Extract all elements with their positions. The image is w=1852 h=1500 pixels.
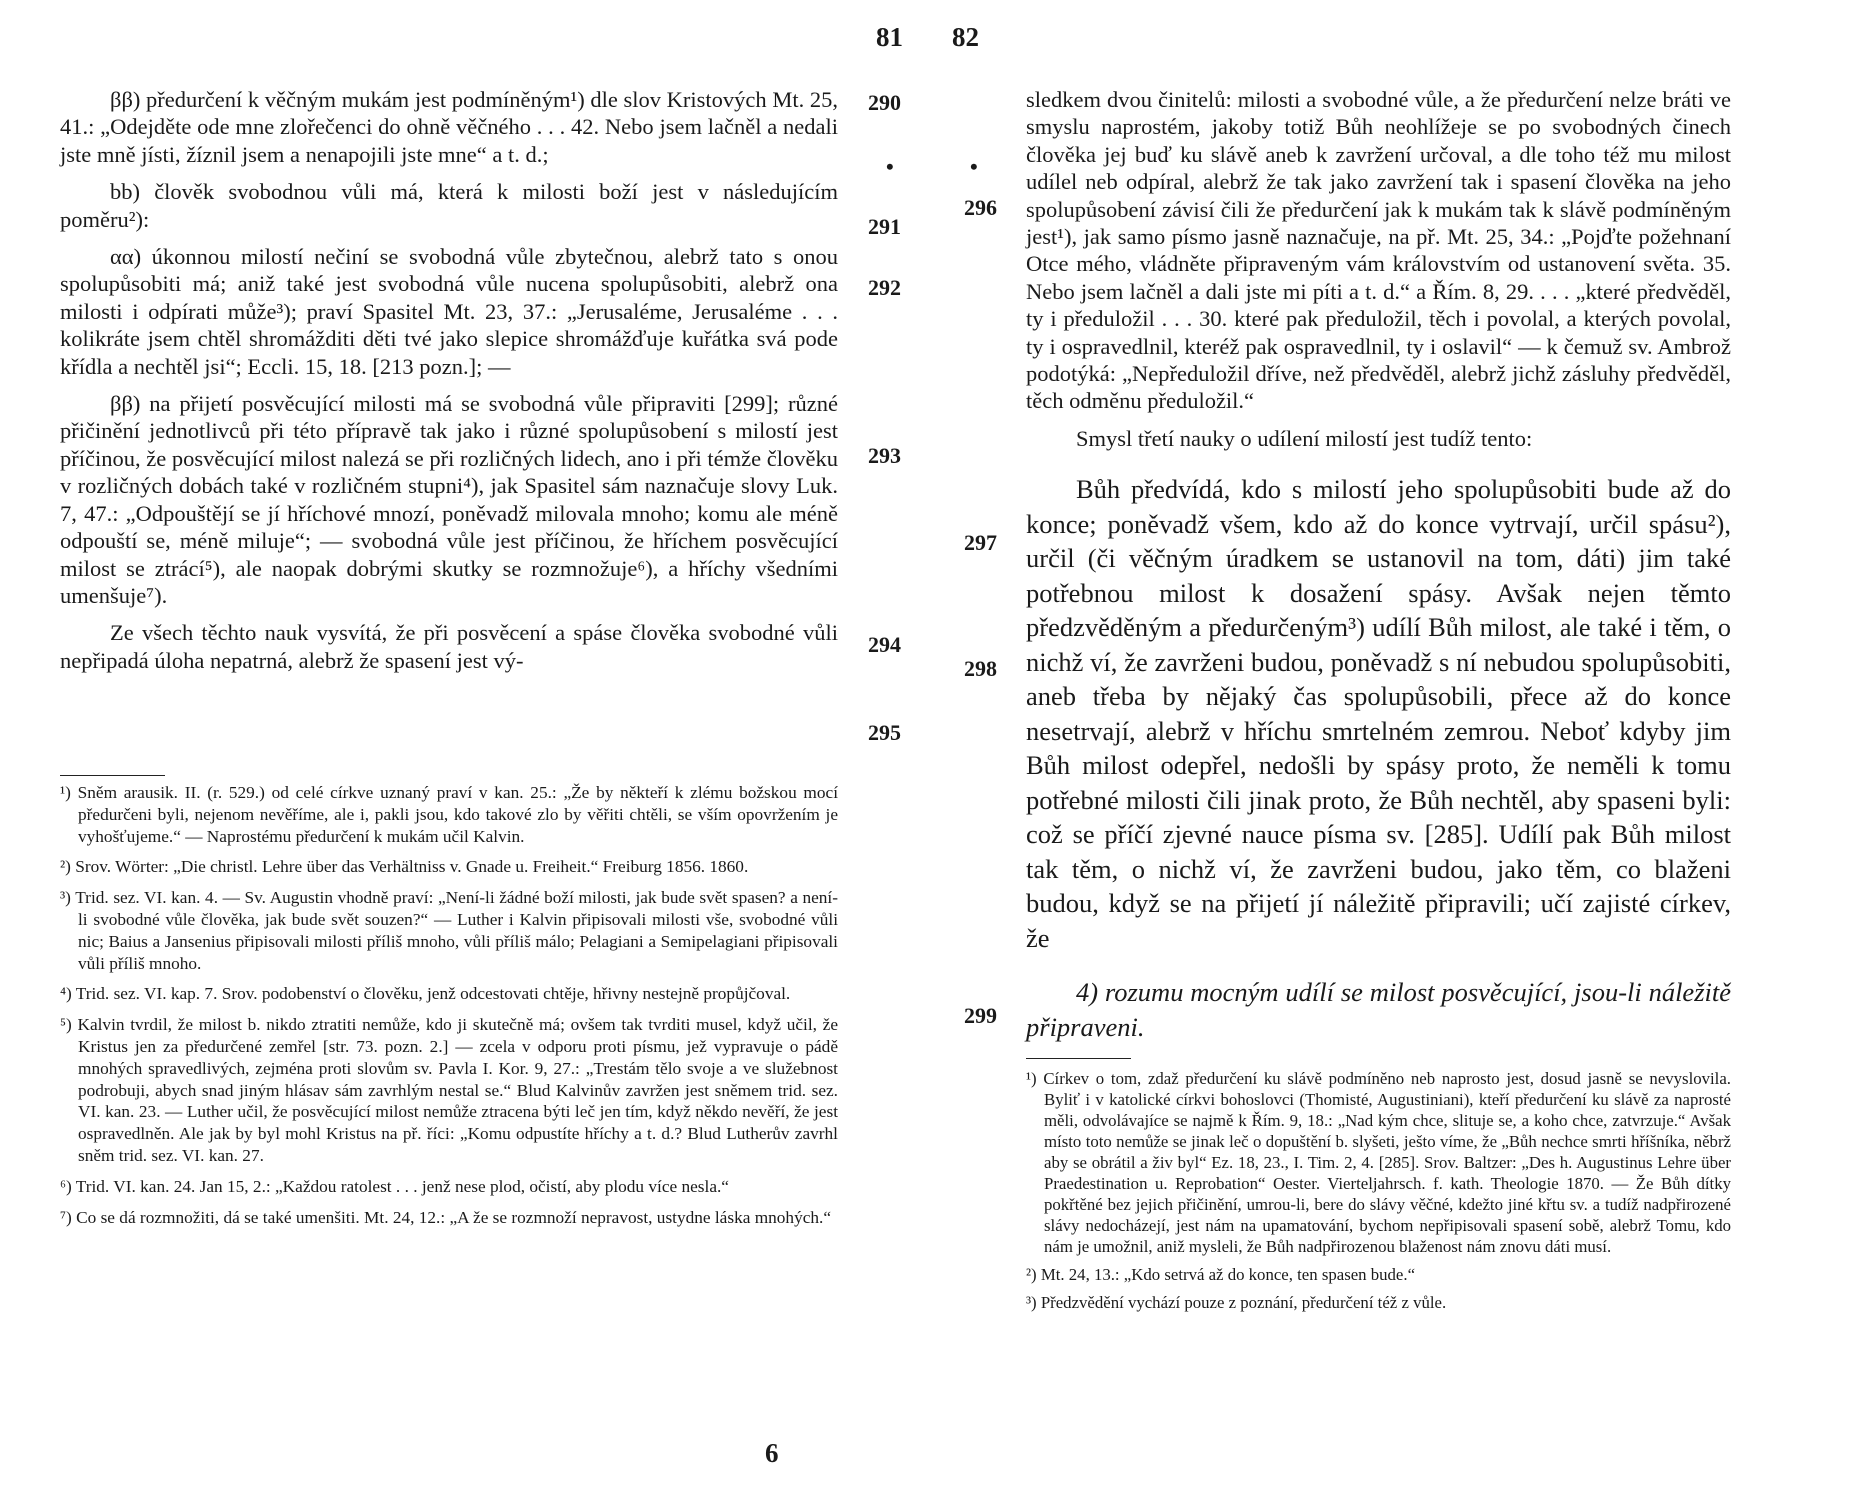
margin-number: 298 [964,656,997,681]
main-text-column [60,86,838,674]
paragraph: sledkem dvou činitelů: milosti a svobodné vůle, a že předurčení nelze bráti ve smyslu naprostém, jakoby totiž Bůh neohlížeje se po svobodných činech člověka jej buď ku slávě aneb k zavržení určoval, a dle toho též mu milost udílel neb odpíral, alebrž že tak jako zavržení tak i spasení člověka na jeho spolupůsobení závisí čili že předurčení jak k mukám tak k slávě podmíněným jest¹), jak samo písmo jasně naznačuje, na př. Mt. 25, 34.: „Pojďte požehnaní Otce mého, vládněte připraveným vám královstvím od ustanovení světa. 35. Nebo jsem lačněl a dali jste mi píti a t. d.“ a Řím. 8, 29. . . . „které předvěděl, ty i předuložil . . . 30. které pak předuložil, těch i povolal, a kterých povolal, ty i ospravedlnil, kteréž pak ospravedlnil, ty i oslavil“ — k čemuž sv. Ambrož podotýká: „Nepředuložil dříve, než předvěděl, alebrž jichž zásluhy předvěděl, těch odměnu předuložil.“ [1026,87,1731,414]
footnote: ³) Předzvědění vychází pouze z poznání, předurčení též z vůle. [1026,1293,1447,1312]
right-page [926,0,1852,1500]
footnote: ²) Srov. Wörter: „Die christl. Lehre über das Verhältniss v. Gnade u. Freiheit.“ Freiburg 1856. 1860. [60,857,749,877]
footnote: ⁶) Trid. VI. kan. 24. Jan 15, 2.: „Každou ratolest . . . jenž nese plod, očistí, aby plodu více nesla.“ [60,1176,729,1196]
footnote: ³) Trid. sez. VI. kan. 4. — Sv. Augustin vhodně praví: „Není-li žádné boží milosti, jak bude svět spasen? a není-li svobodné vůle člověka, jak bude svět souzen?“ — Luther i Kalvin připisovali milosti vše, svobodné vůli nic; Baius a Jansenius připisovali milosti příliš mnoho, vůli příliš málo; Pelagiani a Semipelagiani připisovali vůli příliš mnoho. [60,888,838,973]
margin-number: 297 [964,530,997,555]
signature-mark: 6 [765,1438,779,1468]
paragraph: bb) člověk svobodnou vůli má, která k milosti boží jest v následujícím poměru²): [60,179,838,232]
paragraph: Smysl třetí nauky o udílení milostí jest tudíž tento: [1076,425,1533,451]
footnote: ¹) Církev o tom, zdaž předurčení ku slávě podmíněno neb naprosto jest, dosud jasně se nevyslovila. Byliť i v katolické církvi bohoslovci (Thomisté, Augustiniani), kteří předurčení ku slávě za naprosté měli, odvolávajíce se najmě k Řím. 9, 18.: „Nad kým chce, slituje se, a koho chce, zatvrzuje.“ Avšak místo toto nemůže se jinak leč o dopuštění b. slyšeti, ješto víme, že „Bůh nechce smrti hříšníka, něbrž aby se obrátil a živ byl“ Ez. 18, 23., I. Tim. 2, 4. [285]. Srov. Baltzer: „Des h. Augustinus Lehre über Praedestination u. Reprobation“ Oester. Vierteljahrsch. f. kath. Theologie 1870. — Že Bůh dítky pokřtěné bez jejich přičinění, umrou-li, bere do slávy věčné, kdežto jiné křtu sv. a tudíž nadpřirozené slávy nedocházejí, jest nám na upamatování, bychom nepřipisovali spasení sobě, alebrž Tomu, kdo nám je umožnil, aniž mysleli, že Bůh nadpřirozenou blaženost nám znovu dáti musí. [1026,1069,1731,1256]
footnote: ⁵) Kalvin tvrdil, že milost b. nikdo ztratiti nemůže, kdo ji skutečně má; ovšem tak tvrditi musel, když učil, že Kristus jen za předurčené zemřel [str. 73. pozn. 2.] — zcela v odporu proti písmu, jež vypravuje o pádě mnohých spravedlivých, zejména proti slovům sv. Pavla I. Kor. 9, 27.: „Trestám tělo svoje a ve služebnost podrobuji, abych snad jiným hlásav sám zavrhlým nestal se.“ Blud Kalvinův zavržen jest sněmem trid. sez. VI. kan. 23. — Luther učil, že posvěcující milost nemůže ztracena býti leč jen tím, když někdo nevěří, že jest ospravedlněn. Ale jak by byl mohl Kristus na př. říci: „Komu odpustíte hříchy a t. d.? Blud Lutherův zavrhl sněm trid. sez. VI. kan. 27. [60,1015,838,1165]
footnote-rule [60,775,165,776]
margin-dot: • [886,154,894,179]
footnote: ¹) Sněm arausik. II. (r. 529.) od celé církve uznaný praví v kan. 25.: „Že by někteří k zlému božskou mocí předurčeni byli, nejenom nevěříme, ale i, pakli jsou, kdo takové zlo by věřiti chtěli, se vším opovržením je vyhošťujeme.“ — Naprostému předurčení k mukám učil Kalvin. [60,783,838,846]
paragraph: αα) úkonnou milostí nečiní se svobodná vůle zbytečnou, alebrž tato s onou spolupůsobiti má; aniž také jest svobodná vůle nucena spolupůsobiti, alebrž ona milosti i odpírati může³); praví Spasitel Mt. 23, 37.: „Jerusaléme, Jerusaléme . . . kolikráte jsem chtěl shromážditi děti tvé jako slepice shromážďuje kuřátka svá pode křídla a nechtěl jsi“; Eccli. 15, 18. [213 pozn.]; — [60,244,838,379]
page-number: 82 [952,22,979,52]
margin-number: 291 [868,214,901,239]
paragraph: ββ) předurčení k věčným mukám jest podmíněným¹) dle slov Kristových Mt. 25, 41.: „Odejděte ode mne zlořečenci do ohně věčného . . . 42. Nebo jsem lačněl a nedali jste mně jísti, žíznil jsem a nenapojili jste mne“ a t. d.; [60,87,838,167]
footnote: ⁷) Co se dá rozmnožiti, dá se také umenšiti. Mt. 24, 12.: „A že se rozmnoží nepravost, ustydne láska mnohých.“ [60,1207,832,1227]
margin-number: 294 [868,632,901,657]
footnote: ⁴) Trid. sez. VI. kap. 7. Srov. podobenství o člověku, jenž odcestovati chtěje, hřivny nestejně propůjčoval. [60,984,791,1004]
footnote-rule [1026,1058,1131,1059]
main-text-column [1026,86,1731,1044]
margin-number: 296 [964,195,997,220]
page-number: 81 [876,22,903,52]
paragraph: ββ) na přijetí posvěcující milosti má se svobodná vůle připraviti [299]; různé přičinění jednotlivců při této přípravě tak jako i různé spolupůsobení s milostí jest příčinou, že posvěcující milost nalezá se při rozličných lidech, ano i při témže člověku v rozličných dobách také v rozličném stupni⁴), jak Spasitel sám naznačuje slovy Luk. 7, 47.: „Odpouštějí se jí hříchové mnozí, poněvadž milovala mnoho; komu ale méně odpouští se, méně miluje“; — svobodná vůle jest příčinou, že hříchem posvěcující milost se ztrácí⁵), ale naopak dobrými skutky se rozmnožuje⁶), a hříchy všedními umenšuje⁷). [60,391,838,608]
footnotes [60,782,838,1237]
margin-number: 299 [964,1003,997,1028]
margin-dot: • [970,154,978,179]
margin-number: 292 [868,275,901,300]
paragraph: Bůh předvídá, kdo s milostí jeho spolupůsobiti bude až do konce; poněvadž všem, kdo až do konce vytrvají, určil spásu²), určil (či věčným úradkem se ustanovil na tom, dáti) jim také potřebnou milost k dosažení spásy. Avšak nejen těmto předzvěděným a předurčeným³) udílí Bůh milost, ale také i těm, o nichž ví, že zavrženi budou, poněvadž s ní nebudou spolupůsobiti, aneb třeba by nějaký čas spolupůsobili, přece až do konce nesetrvají, alebrž v hříchu smrtelném zemrou. Neboť kdyby jim Bůh milost odepřel, nedošli by spásy proto, že neměli k tomu potřebné milosti čili jinak proto, že Bůh nechtěl, aby spaseni byli: což se příčí zjevné nauce písma sv. [285]. Udílí pak Bůh milost tak těm, o nichž ví, že zavrženi budou, jako těm, co blaženi budou, když se na přijetí jí náležitě připravili; učí zajisté církev, že [1026,474,1731,953]
footnote: ²) Mt. 24, 13.: „Kdo setrvá až do konce, ten spasen bude.“ [1026,1265,1416,1284]
paragraph: Ze všech těchto nauk vysvítá, že při posvěcení a spáse člověka svobodné vůli nepřipadá úloha nepatrná, alebrž že spasení jest vý- [60,620,838,673]
margin-number: 293 [868,443,901,468]
footnotes [1026,1068,1731,1320]
paragraph: 4) rozumu mocným udílí se milost posvěcující, jsou-li náležitě připraveni. [1026,977,1731,1042]
margin-number: 295 [868,720,901,745]
margin-number: 290 [868,90,901,115]
